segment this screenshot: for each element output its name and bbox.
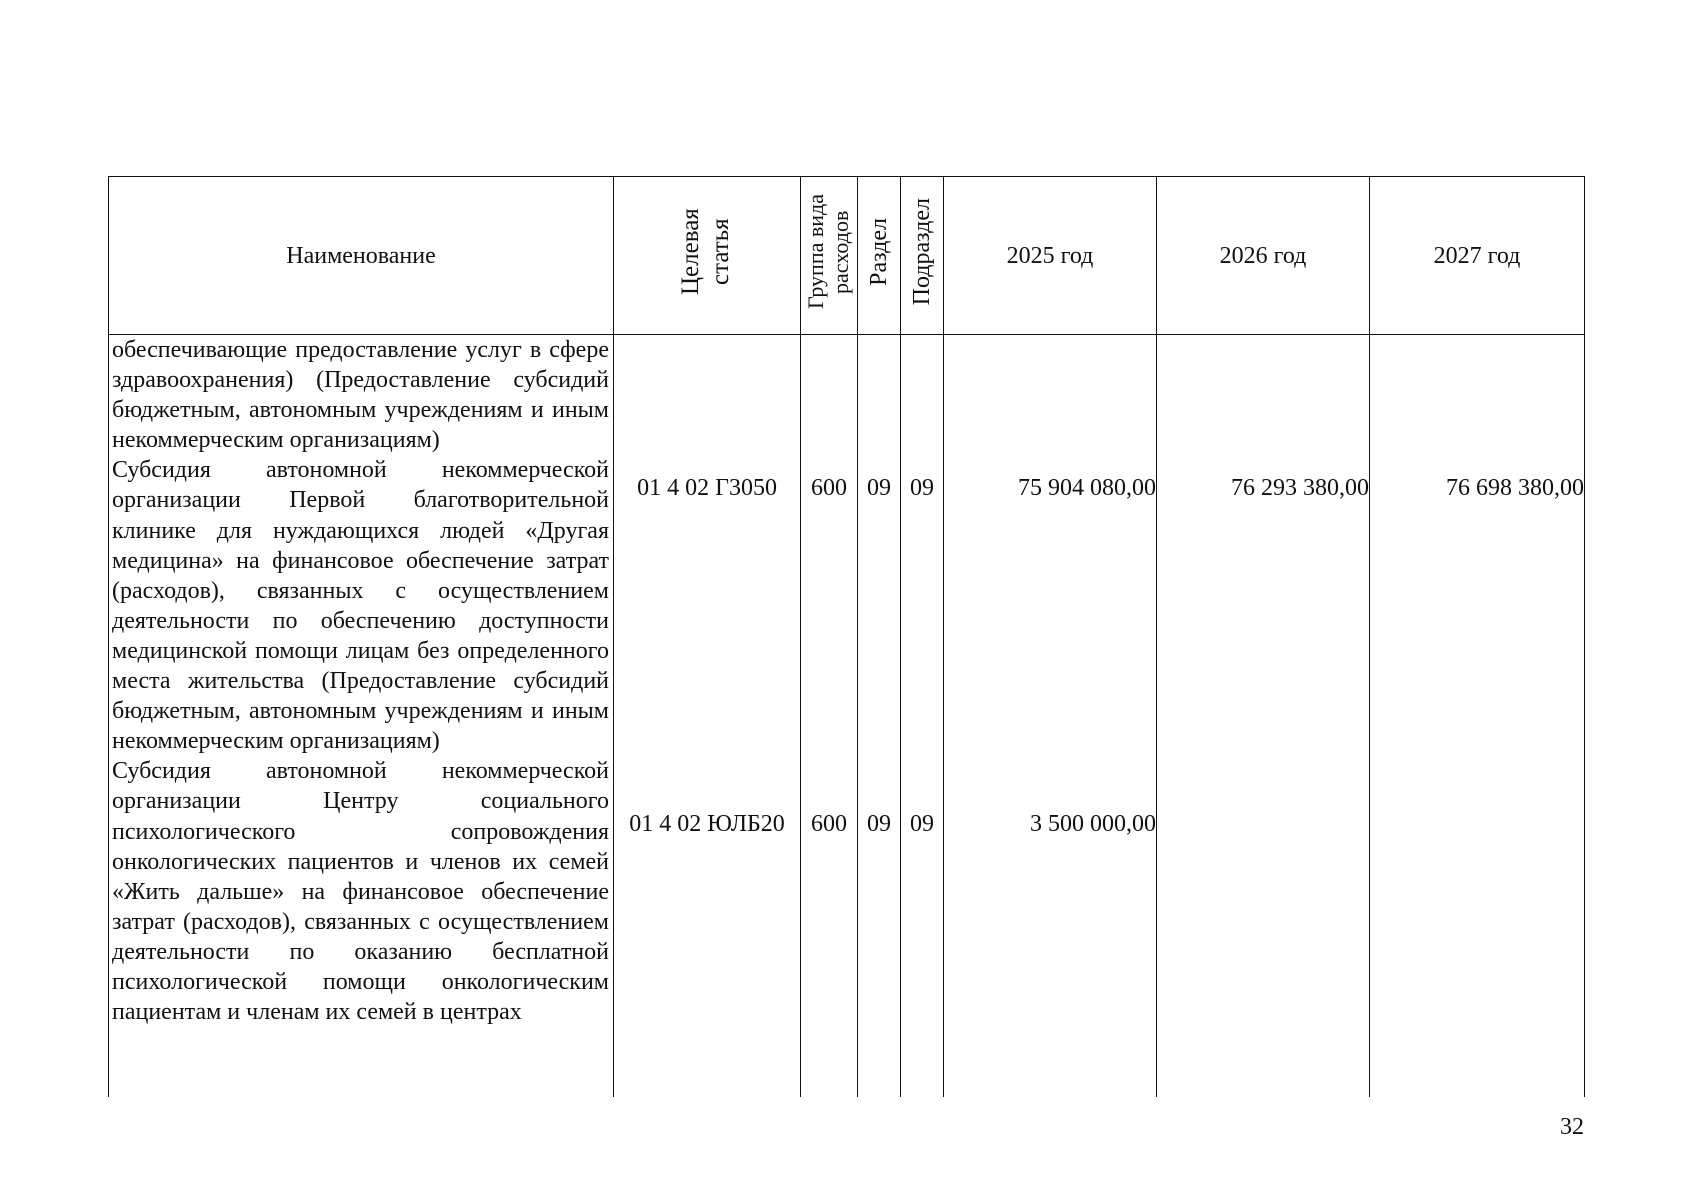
row-name-1: обеспечивающие предоставление услуг в сфере здравоохранения) (Предоставление субсидий бюджетным, автономным учреждениям и иным некоммерческим организациям) [112,337,609,454]
row-2-section: 09 [867,811,891,837]
row-1-year-2026: 76 293 380,00 [1231,475,1369,501]
row-1-year-2025: 75 904 080,00 [1018,475,1156,501]
target-article-column-cell [614,335,801,1098]
year-2025-column-cell [944,335,1157,1098]
header-year-2027: 2027 год [1370,177,1585,335]
row-1-expense-group: 600 [811,475,847,501]
section-column-cell [858,335,901,1098]
header-year-2025: 2025 год [944,177,1157,335]
row-2-expense-group: 600 [811,811,847,837]
year-2027-column-cell [1370,335,1585,1098]
subsection-column-cell [901,335,944,1098]
table-header-row [109,177,1585,335]
table-body-row [109,335,1585,1098]
row-name-3: Субсидия автономной некоммерческой организации Центру социального психологического сопровождения онкологических пациентов и членов их семей «Жить дальше» на финансовое обеспечение затрат (расходов), связанных с осуществлением деятельности по оказанию бесплатной психологической помощи онкологическим пациентам и членам их семей в центрах [112,758,609,1026]
header-section: Раздел [858,177,901,335]
row-1-target-article: 01 4 02 Г3050 [637,475,777,501]
year-2026-column-cell [1157,335,1370,1098]
row-2-year-2025: 3 500 000,00 [1030,811,1156,837]
row-2-target-article: 01 4 02 ЮЛБ20 [629,811,785,837]
row-1-year-2027: 76 698 380,00 [1446,475,1584,501]
row-name-2: Субсидия автономной некоммерческой организации Первой благотворительной клинике для нуждающихся людей «Другая медицина» на финансовое обеспечение затрат (расходов), связанных с осуществлением деятельности по обеспечению доступности медицинской помощи лицам без определенного места жительства (Предоставление субсидий бюджетным, автономным учреждениям и иным некоммерческим организациям) [112,457,609,755]
header-name: Наименование [109,177,614,335]
header-expense-group: Группа вида расходов [801,177,858,335]
expense-group-column-cell [801,335,858,1098]
row-1-subsection: 09 [910,475,934,501]
budget-table [108,176,1585,1097]
header-subsection: Подраздел [901,177,944,335]
page-number: 32 [1560,1114,1584,1140]
name-column-cell [109,335,614,1098]
row-1-section: 09 [867,475,891,501]
header-year-2026: 2026 год [1157,177,1370,335]
row-2-subsection: 09 [910,811,934,837]
header-target-article: Целевая статья [614,177,801,335]
